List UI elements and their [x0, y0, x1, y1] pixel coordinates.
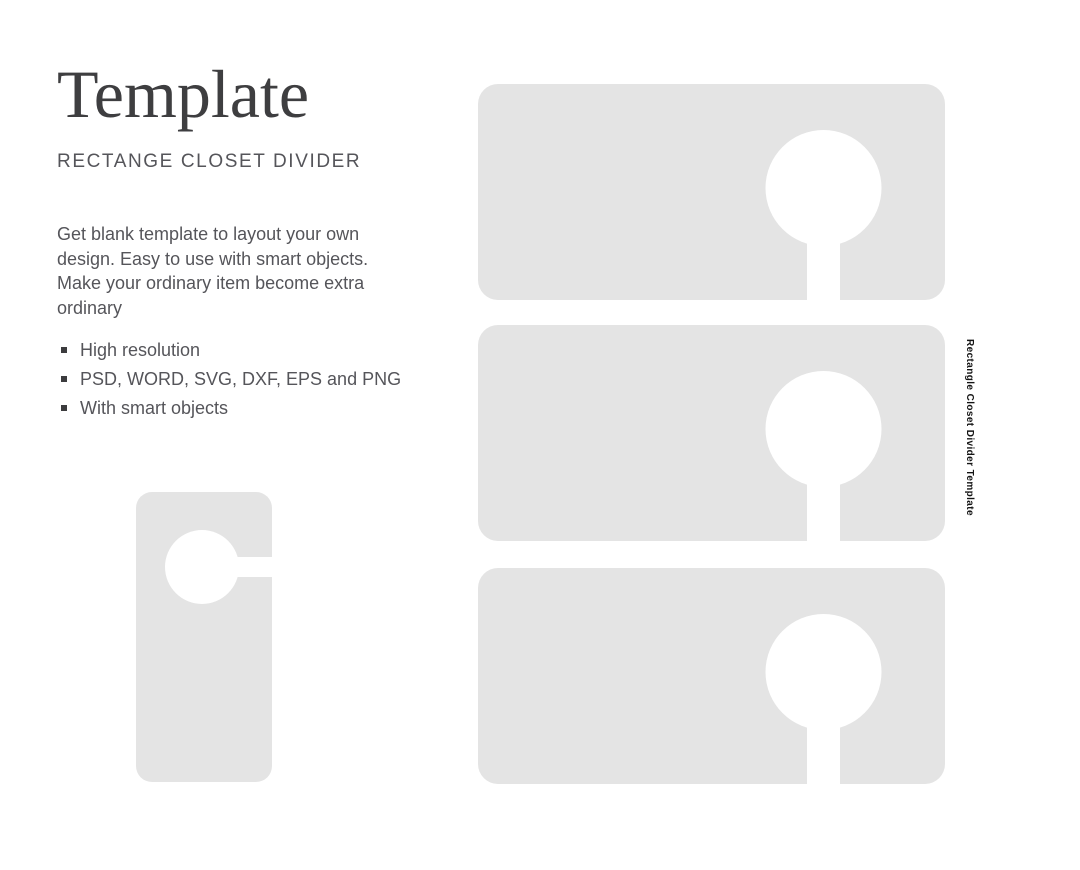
closet-divider-shape	[478, 568, 945, 784]
list-item	[57, 369, 407, 389]
slot-cutout	[807, 188, 840, 300]
closet-divider-shape	[478, 84, 945, 300]
slot-cutout	[807, 429, 840, 541]
list-item	[57, 340, 407, 360]
feature-label: With smart objects	[80, 398, 229, 418]
page-title: Template	[57, 56, 310, 132]
bullet-square-icon	[61, 405, 67, 411]
bullet-square-icon	[61, 376, 67, 382]
feature-label: High resolution	[80, 340, 201, 360]
feature-list	[57, 340, 407, 427]
closet-divider-shape	[478, 325, 945, 541]
slot-cutout	[807, 672, 840, 784]
bullet-square-icon	[61, 347, 67, 353]
slot-cutout	[202, 557, 272, 577]
page-subtitle: RECTANGE CLOSET DIVIDER	[57, 151, 362, 172]
list-item	[57, 398, 407, 418]
door-hanger-divider-shape	[136, 492, 272, 782]
intro-description: Get blank template to layout your own design. Easy to use with smart objects. Make your ordinary item become extra ordinary	[57, 224, 369, 318]
side-label: Rectangle Closet Divider Template	[964, 339, 975, 516]
feature-label: PSD, WORD, SVG, DXF, EPS and PNG	[80, 369, 402, 389]
